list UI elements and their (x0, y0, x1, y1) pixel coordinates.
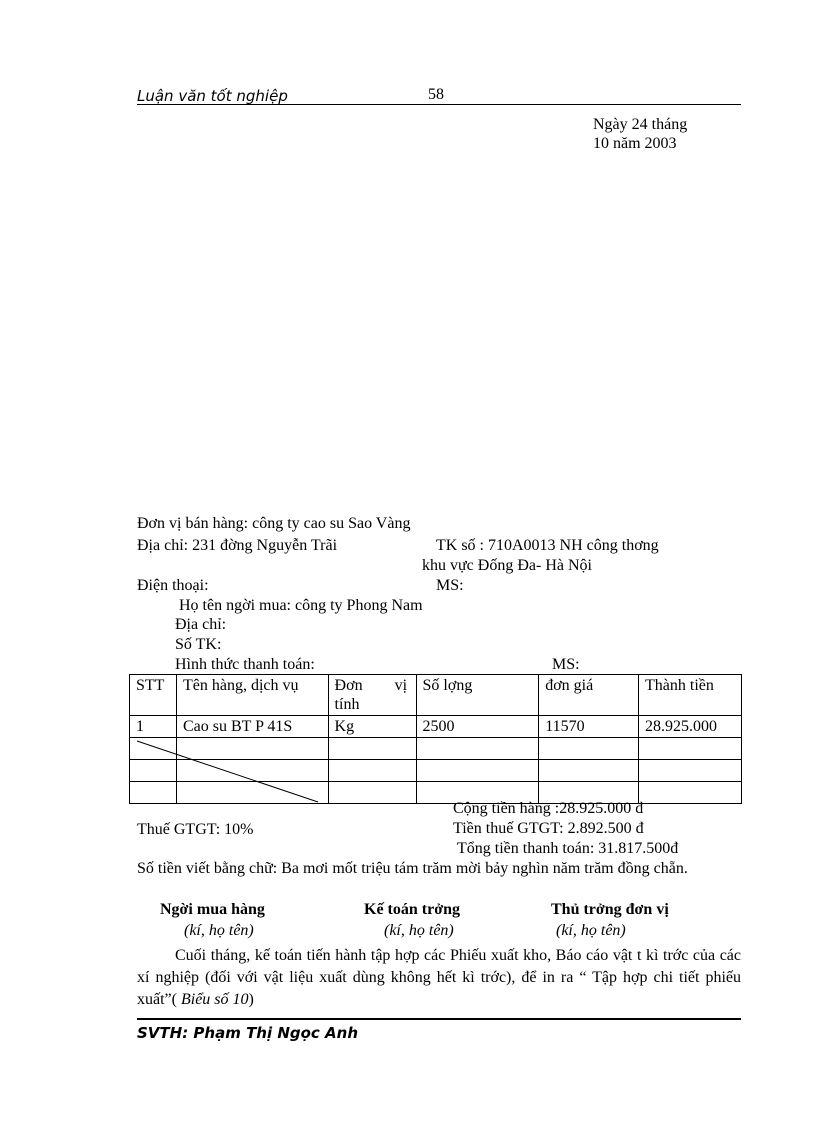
buyer-ms: MS: (552, 656, 580, 673)
cell-unit: Kg (328, 716, 416, 738)
signature-buyer-note: (kí, họ tên) (184, 922, 254, 939)
header-price: đơn giá (539, 675, 639, 716)
header-unit-line1: Đơn vị (334, 677, 408, 694)
signature-head-note: (kí, họ tên) (556, 922, 626, 939)
seller-ms: MS: (436, 577, 464, 594)
buyer-account: Số TK: (175, 636, 222, 653)
vat-amount: Tiền thuế GTGT: 2.892.500 đ (453, 820, 644, 837)
buyer-payment: Hình thức thanh toán: (175, 656, 315, 673)
buyer-name: Họ tên ngời mua: công ty Phong Nam (179, 597, 423, 614)
header-stt: STT (130, 675, 177, 716)
subtotal: Cộng tiền hàng :28.925.000 đ (453, 800, 644, 817)
closing-paragraph-close: ) (248, 991, 254, 1008)
signature-accountant-note: (kí, họ tên) (384, 922, 454, 939)
seller-unit: Đơn vị bán hàng: công ty cao su Sao Vàng (137, 515, 411, 532)
date-line-1: Ngày 24 tháng (593, 116, 688, 133)
seller-account: TK số : 710A0013 NH công thơng (436, 537, 659, 554)
header-item: Tên hàng, dịch vụ (176, 675, 328, 716)
footer-author: SVTH: Phạm Thị Ngọc Anh (137, 1024, 359, 1042)
date-line-2: 10 năm 2003 (593, 135, 677, 152)
header-title: Luận văn tốt nghiệp (137, 87, 288, 105)
vat-rate: Thuế GTGT: 10% (137, 821, 254, 838)
signature-head-title: Thủ trởng đơn vị (551, 901, 669, 918)
header-quantity: Số lợng (416, 675, 539, 716)
signature-accountant-title: Kế toán trởng (364, 901, 460, 918)
amount-in-words: Số tiền viết bằng chữ: Ba mơi mốt triệu tám trăm mời bảy nghìn năm trăm đồng chẵn. (137, 860, 688, 877)
seller-phone: Điện thoại: (137, 577, 209, 594)
cell-amount: 28.925.000 (639, 716, 742, 738)
closing-paragraph-ref: Biểu số 10 (180, 991, 249, 1008)
header-unit-line2: tính (334, 696, 360, 713)
cell-item: Cao su BT P 41S (176, 716, 328, 738)
header-amount: Thành tiền (639, 675, 742, 716)
cell-quantity: 2500 (416, 716, 539, 738)
buyer-address: Địa chỉ: (175, 616, 227, 633)
footer-rule (137, 1018, 741, 1020)
page-number: 58 (428, 86, 444, 103)
cell-stt: 1 (130, 716, 177, 738)
closing-paragraph-text: Cuối tháng, kế toán tiến hành tập hợp các Phiếu xuất kho, Báo cáo vật t kì trớc của các xí nghiệp (đối với vật liệu xuất dùng không hết kì trớc), để in ra “ Tập hợp chi tiết phiếu xuất”( (137, 947, 741, 1008)
cell-price: 11570 (539, 716, 639, 738)
closing-paragraph (137, 945, 741, 1011)
seller-account-line2: khu vực Đống Đa- Hà Nội (422, 557, 592, 574)
signature-buyer-title: Ngời mua hàng (160, 901, 265, 918)
grand-total: Tổng tiền thanh toán: 31.817.500đ (457, 840, 679, 857)
seller-address: Địa chỉ: 231 đờng Nguyễn Trãi (137, 537, 338, 554)
